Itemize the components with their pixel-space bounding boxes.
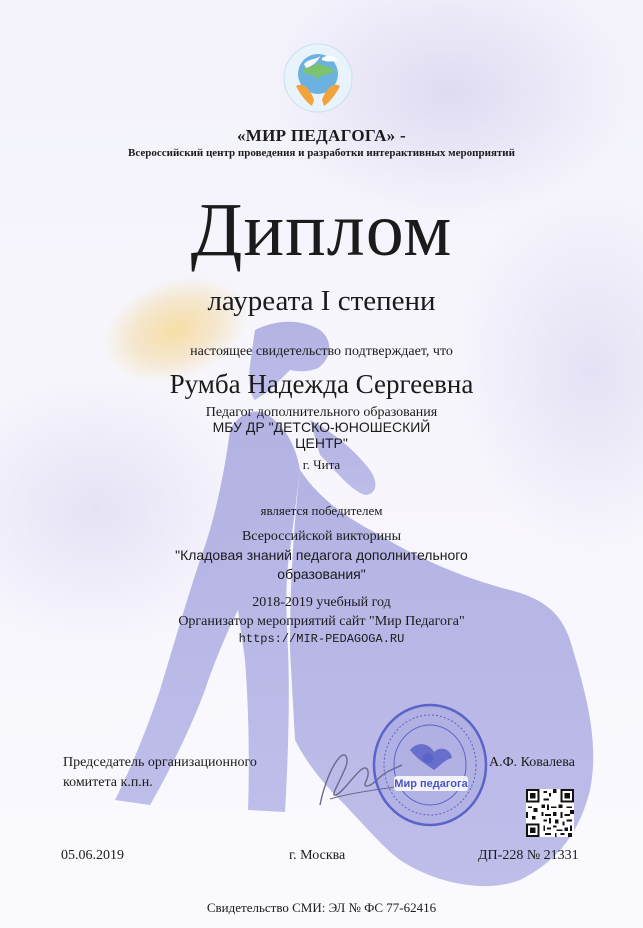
globe-doves-hands-logo xyxy=(282,42,354,114)
recipient-name: Румба Надежда Сергеевна xyxy=(169,369,474,399)
qr-code xyxy=(526,789,574,837)
recipient-institution-line1: МБУ ДР "ДЕТСКО-ЮНОШЕСКИЙ xyxy=(212,419,431,435)
site-url: https://MIR-PEDAGOGA.RU xyxy=(238,632,405,646)
event-name-line1: "Кладовая знаний педагога дополнительного xyxy=(175,547,468,563)
confirmation-text: настоящее свидетельство подтверждает, что xyxy=(190,344,453,359)
recipient-city: г. Чита xyxy=(302,457,341,472)
signer-name: А.Ф. Ковалева xyxy=(489,755,575,770)
issue-place: г. Москва xyxy=(289,848,346,863)
stamp-label: Мир педагога xyxy=(394,778,468,790)
organizer-text: Организатор мероприятий сайт "Мир Педагога" xyxy=(178,614,465,629)
academic-year: 2018-2019 учебный год xyxy=(252,595,391,610)
winner-text: является победителем xyxy=(260,503,383,518)
organization-subtitle: Всероссийский центр проведения и разработки интерактивных мероприятий xyxy=(128,147,515,159)
chair-title-line1: Председатель организационного xyxy=(63,755,257,770)
organization-stamp xyxy=(370,700,490,830)
media-certificate: Свидетельство СМИ: ЭЛ № ФС 77-62416 xyxy=(206,900,437,915)
issue-date: 05.06.2019 xyxy=(61,848,124,863)
event-type: Всероссийской викторины xyxy=(241,529,402,544)
diploma-title: Диплом xyxy=(190,188,453,272)
chair-title-line2: комитета к.п.н. xyxy=(63,775,153,790)
recipient-institution-line2: ЦЕНТР" xyxy=(295,435,348,451)
recipient-position: Педагог дополнительного образования xyxy=(205,405,438,420)
event-name-line2: образования" xyxy=(277,566,366,582)
organization-name: «МИР ПЕДАГОГА» - xyxy=(236,126,406,145)
registration-number: ДП-228 № 21331 xyxy=(478,848,579,863)
diploma-degree: лауреата I степени xyxy=(207,285,436,317)
